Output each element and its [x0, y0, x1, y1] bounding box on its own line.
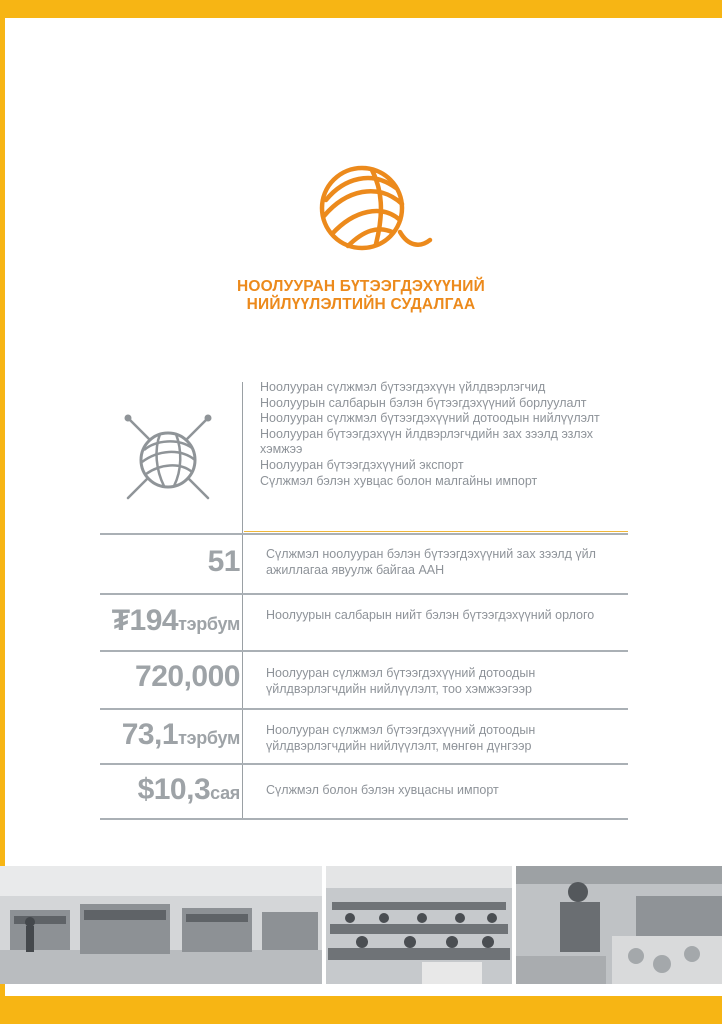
title-line-1: НООЛУУРАН БҮТЭЭГДЭХҮҮНИЙ [237, 278, 485, 295]
topic-item: Ноолууран сүлжмэл бүтээгдэхүүний дотоодын нийлүүлэлт [260, 411, 600, 426]
stat-description-revenue: Ноолуурын салбарын нийт бэлэн бүтээгдэхүүний орлого [266, 608, 595, 622]
row-divider [100, 708, 628, 710]
top-accent-bar [0, 0, 722, 18]
stat-value: 73,1 [121, 718, 179, 751]
topics-list [260, 380, 620, 489]
stat-value: $10,3 [137, 773, 211, 806]
row-divider [100, 650, 628, 652]
stat-unit: тэрбум [178, 614, 240, 634]
row-divider [100, 593, 628, 595]
knitting-needles-icon [120, 410, 216, 506]
stat-value: 51 [207, 545, 240, 578]
knitting-machines-photo [0, 866, 322, 984]
topic-item: Ноолууран сүлжмэл бүтээгдэхүүн үйлдвэрлэгчид [260, 380, 546, 394]
bottom-accent-bar [0, 996, 722, 1024]
vertical-divider [242, 382, 243, 820]
topics-divider [244, 531, 628, 532]
stat-unit: тэрбум [178, 728, 240, 748]
workers-sorting-photo [516, 866, 722, 984]
factory-photo-strip [0, 866, 722, 984]
stat-description-import: Сүлжмэл болон бэлэн хувцасны импорт [266, 783, 499, 797]
stat-number-import [96, 773, 240, 807]
stat-value: 720,000 [135, 660, 240, 693]
stat-number-companies [96, 545, 240, 579]
stat-description-supply-quantity: Ноолууран сүлжмэл бүтээгдэхүүний дотоодын үйлдвэрлэгчдийн нийлүүлэлт, тоо хэмжээгээр [266, 666, 536, 696]
stat-description-supply-value: Ноолууран сүлжмэл бүтээгдэхүүний дотоодын үйлдвэрлэгчдийн нийлүүлэлт, мөнгөн дүнгээр [266, 723, 536, 753]
stat-value: ₮194 [111, 604, 179, 637]
report-title [180, 278, 542, 314]
sewing-workshop-photo [326, 866, 512, 984]
title-line-2: НИЙЛҮҮЛЭЛТИЙН СУДАЛГАА [246, 296, 476, 313]
yarn-ball-icon [312, 160, 434, 258]
topic-item: Ноолууран бүтээгдэхүүн йлдвэрлэгчдийн зах зээлд эзлэх хэмжээ [260, 426, 594, 457]
row-divider [100, 533, 628, 535]
stat-number-supply-value [96, 718, 240, 752]
topic-item: Ноолуурын салбарын бэлэн бүтээгдэхүүний борлуулалт [260, 395, 587, 410]
topic-item: Сүлжмэл бэлэн хувцас болон малгайны импорт [260, 473, 538, 488]
topic-item: Ноолууран бүтээгдэхүүний экспорт [260, 457, 464, 472]
row-divider [100, 818, 628, 820]
stat-unit: сая [210, 783, 240, 803]
stat-number-supply-quantity [96, 660, 240, 694]
stat-number-revenue [96, 604, 240, 638]
row-divider [100, 763, 628, 765]
stat-description-companies: Сүлжмэл ноолууран бэлэн бүтээгдэхүүний зах зээлд үйл ажиллагаа явуулж байгаа ААН [266, 547, 596, 577]
